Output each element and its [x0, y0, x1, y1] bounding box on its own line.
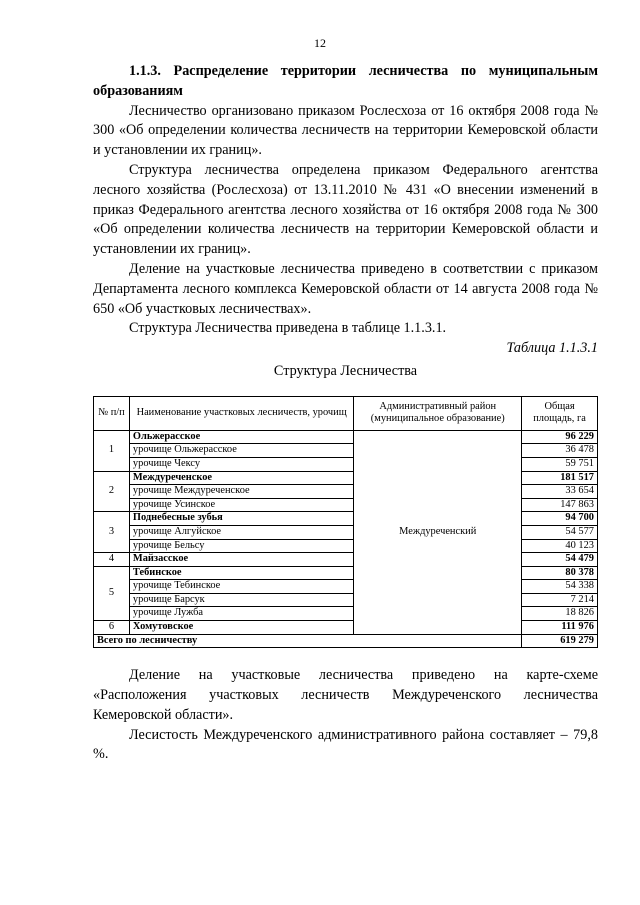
area-value: 36 478 [522, 444, 598, 458]
table-row [94, 457, 598, 471]
header-num: № п/п [94, 396, 130, 430]
area-value: 111 976 [522, 621, 598, 635]
row-number: 3 [94, 512, 130, 553]
total-label: Всего по лесничеству [94, 634, 522, 648]
area-value: 54 577 [522, 525, 598, 539]
row-number: 4 [94, 553, 130, 567]
forestry-name: Поднебесные зубья [129, 512, 353, 526]
table-row [94, 553, 598, 567]
total-row [94, 634, 598, 648]
table-header-row [94, 396, 598, 430]
page-number: 12 [314, 36, 326, 50]
area-value: 59 751 [522, 457, 598, 471]
tract-name: урочище Междуреченское [129, 485, 353, 499]
section-heading: 1.1.3. Распределение территории лесничества по муниципальным образованиям [93, 63, 598, 99]
area-value: 147 863 [522, 498, 598, 512]
paragraph: Лесистость Междуреченского административного района составляет – 79,8 %. [93, 726, 598, 763]
table-body [94, 430, 598, 648]
row-number: 1 [94, 430, 130, 471]
tract-name: урочище Барсук [129, 593, 353, 607]
area-value: 80 378 [522, 566, 598, 580]
area-value: 96 229 [522, 430, 598, 444]
tract-name: урочище Лужба [129, 607, 353, 621]
area-value: 181 517 [522, 471, 598, 485]
header-district: Административный район (муниципальное образование) [354, 396, 522, 430]
table-row [94, 485, 598, 499]
structure-table [93, 396, 598, 649]
table-row [94, 525, 598, 539]
forestry-name: Хомутовское [129, 621, 353, 635]
tract-name: урочище Бельсу [129, 539, 353, 553]
table-row [94, 430, 598, 444]
table-row [94, 593, 598, 607]
paragraph: Структура лесничества определена приказом Федерального агентства лесного хозяйства (Рослесхоза) от 13.11.2010 № 431 «О внесении изменений в приказ Федерального агентства лесного хозяйства от 16 октября 2008 года № 300 «Об определении количества лесничеств на территории Кемеровской области и установлении их границ». [93, 161, 598, 258]
table-row [94, 580, 598, 594]
paragraph: Деление на участковые лесничества приведено в соответствии с приказом Департамента лесного комплекса Кемеровской области от 14 августа 2008 года № 650 «Об участковых лесничествах». [93, 260, 598, 317]
tract-name: урочище Чексу [129, 457, 353, 471]
forestry-name: Майзасское [129, 553, 353, 567]
table-title: Структура Лесничества [273, 362, 418, 379]
area-value: 94 700 [522, 512, 598, 526]
tract-name: урочище Усинское [129, 498, 353, 512]
paragraph: Лесничество организовано приказом Рослесхоза от 16 октября 2008 года № 300 «Об определении количества лесничеств на территории Кемеровской области и установлении их границ». [93, 102, 598, 159]
area-value: 54 479 [522, 553, 598, 567]
area-value: 7 214 [522, 593, 598, 607]
area-value: 33 654 [522, 485, 598, 499]
area-value: 40 123 [522, 539, 598, 553]
forestry-name: Междуреченское [129, 471, 353, 485]
area-value: 54 338 [522, 580, 598, 594]
tract-name: урочище Ольжерасское [129, 444, 353, 458]
table-row [94, 566, 598, 580]
row-number: 6 [94, 621, 130, 635]
table-caption: Таблица 1.1.3.1 [506, 340, 598, 357]
district-cell: Междуреченский [354, 430, 522, 634]
total-area: 619 279 [522, 634, 598, 648]
table-row [94, 621, 598, 635]
table-row [94, 471, 598, 485]
paragraph: Деление на участковые лесничества приведено на карте-схеме «Расположения участковых лесничеств Междуреченского лесничества Кемеровской области». [93, 667, 598, 723]
table-row [94, 607, 598, 621]
table-row [94, 444, 598, 458]
row-number: 2 [94, 471, 130, 512]
document-body [93, 62, 598, 765]
header-area: Общая площадь, га [522, 396, 598, 430]
row-number: 5 [94, 566, 130, 620]
tract-name: урочище Тебинское [129, 580, 353, 594]
forestry-name: Тебинское [129, 566, 353, 580]
tract-name: урочище Алгуйское [129, 525, 353, 539]
table-row [94, 512, 598, 526]
paragraph: Структура Лесничества приведена в таблице 1.1.3.1. [129, 320, 447, 337]
table-row [94, 498, 598, 512]
forestry-name: Ольжерасское [129, 430, 353, 444]
header-name: Наименование участковых лесничеств, урочищ [129, 396, 353, 430]
area-value: 18 826 [522, 607, 598, 621]
table-row [94, 539, 598, 553]
